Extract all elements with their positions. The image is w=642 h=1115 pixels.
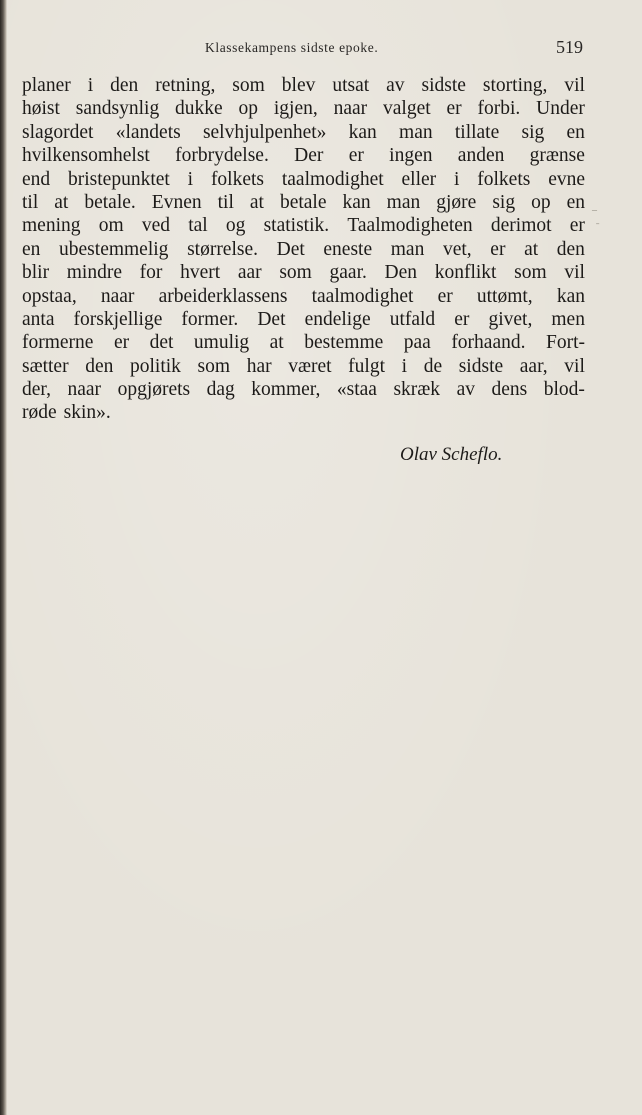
word: mindre xyxy=(66,262,122,284)
word: derimot xyxy=(490,215,552,237)
word: forbrydelse. xyxy=(175,145,269,167)
word: man xyxy=(390,238,425,260)
word: betale xyxy=(279,191,327,213)
word: retning, xyxy=(155,75,216,96)
word: anden xyxy=(457,145,505,167)
text-line xyxy=(22,144,585,167)
word: paa xyxy=(403,332,431,354)
word: en xyxy=(22,238,41,260)
word: tillate xyxy=(454,121,500,143)
word: og xyxy=(225,215,246,237)
word: eneste xyxy=(323,238,373,260)
word: eller xyxy=(401,168,437,190)
word: storting, xyxy=(482,75,548,96)
word: opstaa, xyxy=(22,285,77,307)
word: har xyxy=(246,355,272,377)
word: i xyxy=(454,168,460,190)
text-line xyxy=(22,285,585,308)
word: slagordet xyxy=(22,121,94,143)
text-line xyxy=(22,238,585,261)
word: uttømt, xyxy=(476,285,533,307)
word: vil xyxy=(564,355,585,377)
word: Det xyxy=(276,238,305,260)
word: folkets xyxy=(477,168,531,190)
word: skin». xyxy=(63,402,111,424)
word: ved xyxy=(141,215,170,237)
word: skræk xyxy=(393,379,441,401)
word: er xyxy=(454,308,470,330)
word: Evnen xyxy=(151,191,202,213)
word: den xyxy=(556,238,585,260)
word: politik xyxy=(130,355,181,377)
word: hvert xyxy=(180,262,221,284)
word: røde xyxy=(22,402,57,424)
word: at xyxy=(249,191,264,213)
word: sandsynlig xyxy=(75,98,160,120)
text-line xyxy=(22,378,585,401)
word: utfald xyxy=(389,308,436,330)
word: sig xyxy=(521,121,545,143)
word: Der xyxy=(294,145,324,167)
word: grænse xyxy=(529,145,585,167)
word: av xyxy=(386,75,405,96)
word: vil xyxy=(564,75,585,96)
word: høist xyxy=(22,98,60,120)
word: end xyxy=(22,168,51,190)
word: Det xyxy=(257,308,286,330)
body-text xyxy=(22,74,585,425)
word: opgjørets xyxy=(117,379,191,401)
word: forskjellige xyxy=(73,308,163,330)
word: den xyxy=(85,355,114,377)
text-line xyxy=(22,355,585,378)
word: aar, xyxy=(519,355,548,377)
word: dens xyxy=(491,379,528,401)
word: forhaand. xyxy=(451,332,526,354)
word: dag xyxy=(206,379,235,401)
word: kommer, xyxy=(251,379,321,401)
word: at xyxy=(54,191,69,213)
word: sidste xyxy=(458,355,504,377)
word: former. xyxy=(181,308,239,330)
word: blev xyxy=(281,75,316,96)
text-line xyxy=(22,97,585,120)
word: tal xyxy=(188,215,208,237)
word: naar xyxy=(333,98,368,120)
word: blod- xyxy=(543,379,585,401)
text-line xyxy=(22,261,585,284)
word: «landets xyxy=(115,121,181,143)
word: utsat xyxy=(332,75,370,96)
print-speck: – xyxy=(592,205,597,216)
word: til xyxy=(217,191,234,213)
word: planer xyxy=(22,75,71,96)
word: man xyxy=(399,121,433,143)
author-signature: Olav Scheflo. xyxy=(400,444,503,465)
word: sætter xyxy=(22,355,69,377)
word: de xyxy=(423,355,443,377)
word: Fort- xyxy=(545,332,585,354)
text-line xyxy=(22,308,585,331)
word: dukke xyxy=(175,98,223,120)
text-line xyxy=(22,331,585,354)
word: endelige xyxy=(304,308,371,330)
word: konflikt xyxy=(434,262,497,284)
word: kan xyxy=(348,121,377,143)
word: en xyxy=(566,191,585,213)
word: naar xyxy=(100,285,135,307)
book-spine-shadow xyxy=(0,0,7,1115)
word: er xyxy=(437,285,453,307)
word: valget xyxy=(383,98,431,120)
word: om xyxy=(98,215,124,237)
word: som xyxy=(514,262,547,284)
word: «staa xyxy=(336,379,377,401)
word: bestemme xyxy=(304,332,384,354)
word: er xyxy=(490,238,506,260)
word: naar xyxy=(67,379,102,401)
word: det xyxy=(149,332,174,354)
word: som xyxy=(232,75,265,96)
word: evne xyxy=(548,168,585,190)
word: er xyxy=(569,215,585,237)
word: folkets xyxy=(210,168,265,190)
word: men xyxy=(551,308,585,330)
word: blir xyxy=(22,262,50,284)
word: givet, xyxy=(488,308,533,330)
word: Taalmodigheten xyxy=(347,215,473,237)
word: op xyxy=(531,191,551,213)
word: den xyxy=(110,75,139,96)
word: bristepunktet xyxy=(68,168,170,190)
word: taalmodighet xyxy=(281,168,384,190)
word: selvhjulpenhet» xyxy=(202,121,327,143)
word: ingen xyxy=(389,145,433,167)
word: størrelse. xyxy=(187,238,258,260)
text-line xyxy=(22,214,585,237)
word: kan xyxy=(556,285,585,307)
word: været xyxy=(288,355,332,377)
word: op xyxy=(238,98,259,120)
word: ubestemmelig xyxy=(59,238,169,260)
word: i xyxy=(401,355,408,377)
print-speck: ˉ xyxy=(596,222,600,233)
word: umulig xyxy=(193,332,250,354)
word: at xyxy=(524,238,539,260)
word: er xyxy=(113,332,130,354)
word: kan xyxy=(342,191,371,213)
word: som xyxy=(279,262,312,284)
word: vet, xyxy=(442,238,472,260)
word: i xyxy=(187,168,194,190)
word: en xyxy=(566,121,585,143)
word: fulgt xyxy=(348,355,386,377)
text-line xyxy=(22,74,585,97)
text-line xyxy=(22,168,585,191)
word: arbeiderklassens xyxy=(158,285,288,307)
word: igjen, xyxy=(273,98,318,120)
word: for xyxy=(139,262,163,284)
word: taalmodighet xyxy=(311,285,414,307)
word: man xyxy=(386,191,421,213)
word: i xyxy=(87,75,94,96)
text-line xyxy=(22,401,585,424)
word: gjøre xyxy=(436,191,477,213)
word: formerne xyxy=(22,332,94,354)
word: anta xyxy=(22,308,55,330)
word: av xyxy=(456,379,475,401)
word: som xyxy=(197,355,231,377)
word: der, xyxy=(22,379,51,401)
text-line xyxy=(22,191,585,214)
running-title: Klassekampens sidste epoke. xyxy=(205,40,379,55)
word: sig xyxy=(492,191,516,213)
word: at xyxy=(269,332,284,354)
word: er xyxy=(446,98,462,120)
word: forbi. xyxy=(477,98,521,120)
word: Under xyxy=(536,98,585,120)
word: sidste xyxy=(421,75,466,96)
word: betale. xyxy=(84,191,136,213)
word: vil xyxy=(564,262,585,284)
word: gaar. xyxy=(329,262,367,284)
word: er xyxy=(348,145,364,167)
word: til xyxy=(22,191,39,213)
word: hvilkensomhelst xyxy=(22,145,150,167)
running-head xyxy=(0,37,642,59)
word: aar xyxy=(237,262,262,284)
word: mening xyxy=(22,215,81,237)
word: statistik. xyxy=(263,215,330,237)
page-number: 519 xyxy=(556,37,583,57)
text-line xyxy=(22,121,585,144)
word: Den xyxy=(384,262,418,284)
